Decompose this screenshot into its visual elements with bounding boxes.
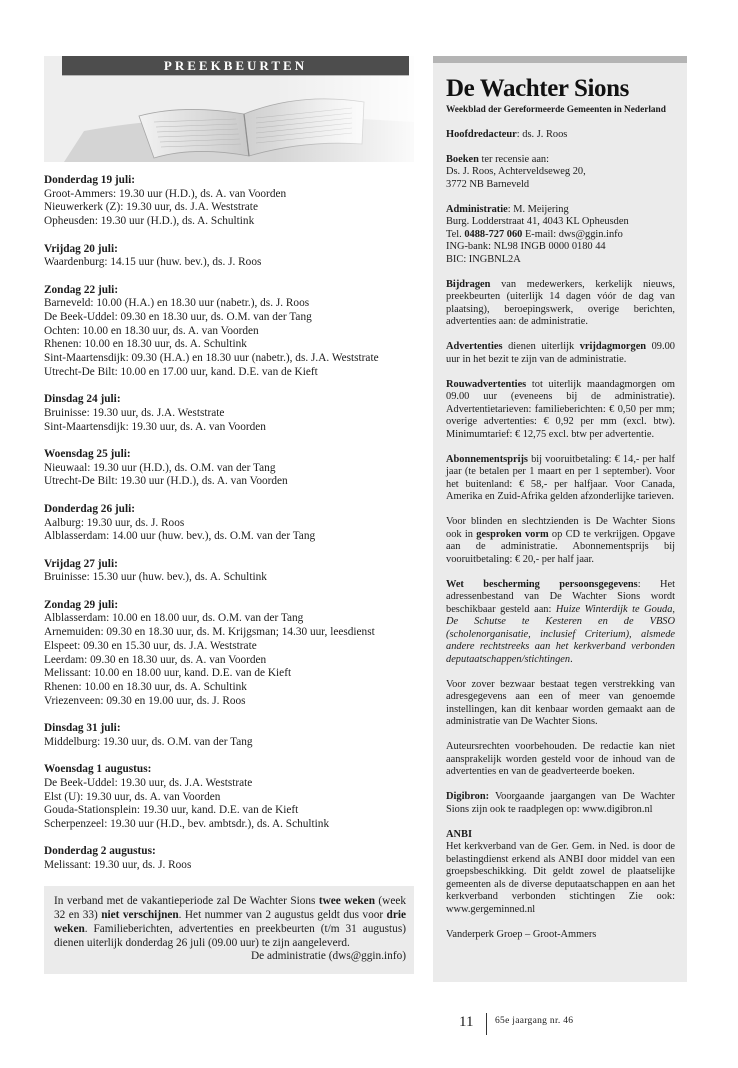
schedule-day	[44, 845, 414, 872]
audio-edition-block: Voor blinden en slechtzienden is De Wachter Sions ook in gesproken vorm op CD te verkrijgen. Opgave aan de administratie. Abonnementsprijs bij vooruitbetaling: € 20,- per half jaar.	[446, 516, 675, 565]
schedule-entry: Vriezenveen: 09.30 en 19.00 uur, ds. J. Roos	[44, 694, 246, 707]
page-number: 11	[459, 1014, 474, 1030]
mourning-ads-block: Rouwadvertenties tot uiterlijk maandagmorgen om 09.00 uur (eveneens bij de administratie). Advertentietarieven: familieberichten: € 0,50 per mm; overige advertenties: € 0,92 per mm (excl. btw). Minimumtarief: € 12,75 excl. btw per advertentie.	[446, 378, 675, 440]
schedule-entry: Ochten: 10.00 en 18.30 uur, ds. A. van Voorden	[44, 324, 259, 337]
schedule-day	[44, 503, 414, 544]
schedule-entry: Rhenen: 10.00 en 18.30 uur, ds. A. Schultink	[44, 338, 247, 351]
printer-line: Vanderperk Groep – Groot-Ammers	[446, 928, 597, 940]
anbi-block: ANBI Het kerkverband van de Ger. Gem. in Ned. is door de belastingdienst erkend als ANBI door middel van een groepsbeschikking. Dit geldt zowel de plaatselijke gemeenten als de diverse deputaatschappen en aan het kerkverband verbonden stichtingen Zie ook: www.gergeminned.nl	[446, 828, 675, 915]
schedule-day-title: Donderdag 26 juli:	[44, 502, 136, 515]
schedule-day	[44, 174, 414, 229]
schedule-entry: Elst (U): 19.30 uur, ds. A. van Voorden	[44, 790, 221, 803]
section-title: PREEKBEURTEN	[62, 56, 409, 75]
schedule-day	[44, 599, 414, 709]
schedule-entry: De Beek-Uddel: 19.30 uur, ds. J.A. Weststrate	[44, 776, 253, 789]
schedule-entry: Bruinisse: 19.30 uur, ds. J.A. Weststrate	[44, 406, 225, 419]
schedule-day-title: Vrijdag 27 juli:	[44, 557, 118, 570]
schedule-entry: Nieuwerkerk (Z): 19.30 uur, ds. J.A. Weststrate	[44, 201, 258, 214]
schedule-day-title: Dinsdag 24 juli:	[44, 393, 121, 406]
schedule-entry: Groot-Ammers: 19.30 uur (H.D.), ds. A. van Voorden	[44, 187, 287, 200]
masthead-subtitle: Weekblad der Gereformeerde Gemeenten in Nederland	[446, 105, 666, 115]
subscription-block: Abonnementsprijs bij vooruitbetaling: € 14,- per half jaar (te betalen per 1 maart en per 1 september). Voor het buitenland: € 58,- per halfjaar. Voor Canada, Amerika en Zuid-Afrika gelden afzonderlijke tarieven.	[446, 453, 675, 502]
schedule-entry: Opheusden: 19.30 uur (H.D.), ds. A. Schultink	[44, 215, 255, 228]
schedule-day-title: Zondag 29 juli:	[44, 598, 119, 611]
schedule-entry: Alblasserdam: 10.00 en 18.00 uur, ds. O.M. van der Tang	[44, 612, 304, 625]
objection-block: Voor zover bezwaar bestaat tegen verstrekking van adresgegevens aan een of meer van genoemde instellingen, kan dit kenbaar worden gemaakt aan de administratie van De Wachter Sions.	[446, 678, 675, 727]
schedule-entry: Middelburg: 19.30 uur, ds. O.M. van der Tang	[44, 735, 253, 748]
schedule-entry: Utrecht-De Bilt: 19.30 uur (H.D.), ds. A. van Voorden	[44, 475, 288, 488]
colophon	[433, 56, 687, 982]
schedule-day	[44, 393, 414, 434]
administration-block: Administratie: M. Meijering Burg. Lodderstraat 41, 4043 KL Opheusden Tel. 0488-727 060 E-mail: dws@ggin.info ING-bank: NL98 INGB 0000 0180 44 BIC: INGBNL2A	[446, 203, 629, 265]
left-column	[44, 56, 414, 974]
contributions-block: Bijdragen van medewerkers, kerkelijk nieuws, preekbeurten (uiterlijk 14 dagen vóór de dag van plaatsing), beroepingswerk, overige berichten, advertenties aan: de administratie.	[446, 278, 675, 327]
advertisements-block: Advertenties dienen uiterlijk vrijdagmorgen 09.00 uur in het bezit te zijn van de administratie.	[446, 341, 675, 365]
schedule-day	[44, 243, 414, 270]
schedule-entry: Arnemuiden: 09.30 en 18.30 uur, ds. M. Krijgsman; 14.30 uur, leesdienst	[44, 626, 375, 639]
notice-signature: De administratie (dws@ggin.info)	[250, 950, 406, 963]
schedule-entry: De Beek-Uddel: 09.30 en 18.30 uur, ds. O.M. van der Tang	[44, 311, 312, 323]
holiday-notice	[44, 886, 414, 974]
schedule-entry: Melissant: 10.00 en 18.00 uur, kand. D.E. van de Kieft	[44, 667, 292, 680]
schedule-entry: Scherpenzeel: 19.30 uur (H.D., bev. ambtsdr.), ds. A. Schultink	[44, 817, 330, 830]
schedule-entry: Utrecht-De Bilt: 10.00 en 17.00 uur, kand. D.E. van de Kieft	[44, 365, 318, 378]
schedule-entry: Sint-Maartensdijk: 09.30 (H.A.) en 18.30 uur (nabetr.), ds. J.A. Weststrate	[44, 352, 379, 365]
schedule-day	[44, 558, 414, 585]
schedule-entry: Elspeet: 09.30 en 15.30 uur, ds. J.A. Weststrate	[44, 639, 257, 652]
schedule-day	[44, 763, 414, 832]
schedule-day-title: Zondag 22 juli:	[44, 283, 119, 296]
schedule-day	[44, 722, 414, 749]
schedule-entry: Sint-Maartensdijk: 19.30 uur, ds. A. van Voorden	[44, 420, 266, 433]
schedule-day-title: Woensdag 1 augustus:	[44, 763, 152, 776]
schedule-entry: Leerdam: 09.30 en 18.30 uur, ds. A. van Voorden	[44, 653, 267, 666]
header-banner	[44, 56, 414, 162]
schedule-day-title: Vrijdag 20 juli:	[44, 242, 118, 255]
schedule-day	[44, 448, 414, 489]
schedule-entry: Gouda-Stationsplein: 19.30 uur, kand. D.E. van de Kieft	[44, 804, 299, 817]
schedule-day-title: Donderdag 2 augustus:	[44, 845, 156, 858]
schedule-day-title: Dinsdag 31 juli:	[44, 722, 121, 734]
footer-divider	[486, 1013, 487, 1035]
schedule-day-title: Donderdag 19 juli:	[44, 174, 136, 186]
digibron-block: Digibron: Voorgaande jaargangen van De Wachter Sions zijn ook te raadplegen op: www.digibron.nl	[446, 791, 675, 815]
notice-text: In verband met de vakantieperiode zal De Wachter Sions twee weken (week 32 en 33) niet verschijnen. Het nummer van 2 augustus geldt dus voor drie weken. Familieberichten, advertenties en preekbeurten (t/m 31 augustus) dienen uiterlijk donderdag 26 juli (09.00 uur) te zijn aangeleverd.	[54, 895, 406, 949]
issue-info: 65e jaargang nr. 46	[495, 1016, 574, 1026]
schedule-entry: Melissant: 19.30 uur, ds. J. Roos	[44, 859, 192, 871]
schedule-entry: Rhenen: 10.00 en 18.30 uur, ds. A. Schultink	[44, 680, 247, 693]
schedule-entry: Barneveld: 10.00 (H.A.) en 18.30 uur (nabetr.), ds. J. Roos	[44, 297, 310, 310]
books-block: Boeken ter recensie aan: Ds. J. Roos, Achterveldseweg 20, 3772 NB Barneveld	[446, 153, 586, 190]
masthead-title: De Wachter Sions	[446, 75, 629, 102]
schedule-entry: Nieuwaal: 19.30 uur (H.D.), ds. O.M. van der Tang	[44, 461, 276, 474]
schedule-entry: Aalburg: 19.30 uur, ds. J. Roos	[44, 516, 185, 529]
schedule-day	[44, 284, 414, 380]
schedule-entry: Waardenburg: 14.15 uur (huw. bev.), ds. J. Roos	[44, 256, 262, 269]
sermon-schedule	[44, 174, 414, 873]
schedule-entry: Bruinisse: 15.30 uur (huw. bev.), ds. A. Schultink	[44, 571, 267, 584]
schedule-entry: Alblasserdam: 14.00 uur (huw. bev.), ds. O.M. van der Tang	[44, 530, 316, 543]
privacy-block: Wet bescherming persoonsgegevens: Het adressenbestand van De Wachter Sions wordt beschikbaar gesteld aan: Huize Winterdijk te Gouda, De Schutse te Kesteren en de VBSO (scholenorganisatie, inclusief Criterium), alsmede andere rechtstreeks aan het kerkverband verbonden deputaatschappen/stichtingen.	[446, 578, 675, 665]
editor-block: Hoofdredacteur: ds. J. Roos	[446, 128, 568, 140]
copyright-block: Auteursrechten voorbehouden. De redactie kan niet aansprakelijk worden gesteld voor de inhoud van de advertenties en van de geadverteerde boeken.	[446, 741, 675, 777]
schedule-day-title: Woensdag 25 juli:	[44, 448, 131, 460]
